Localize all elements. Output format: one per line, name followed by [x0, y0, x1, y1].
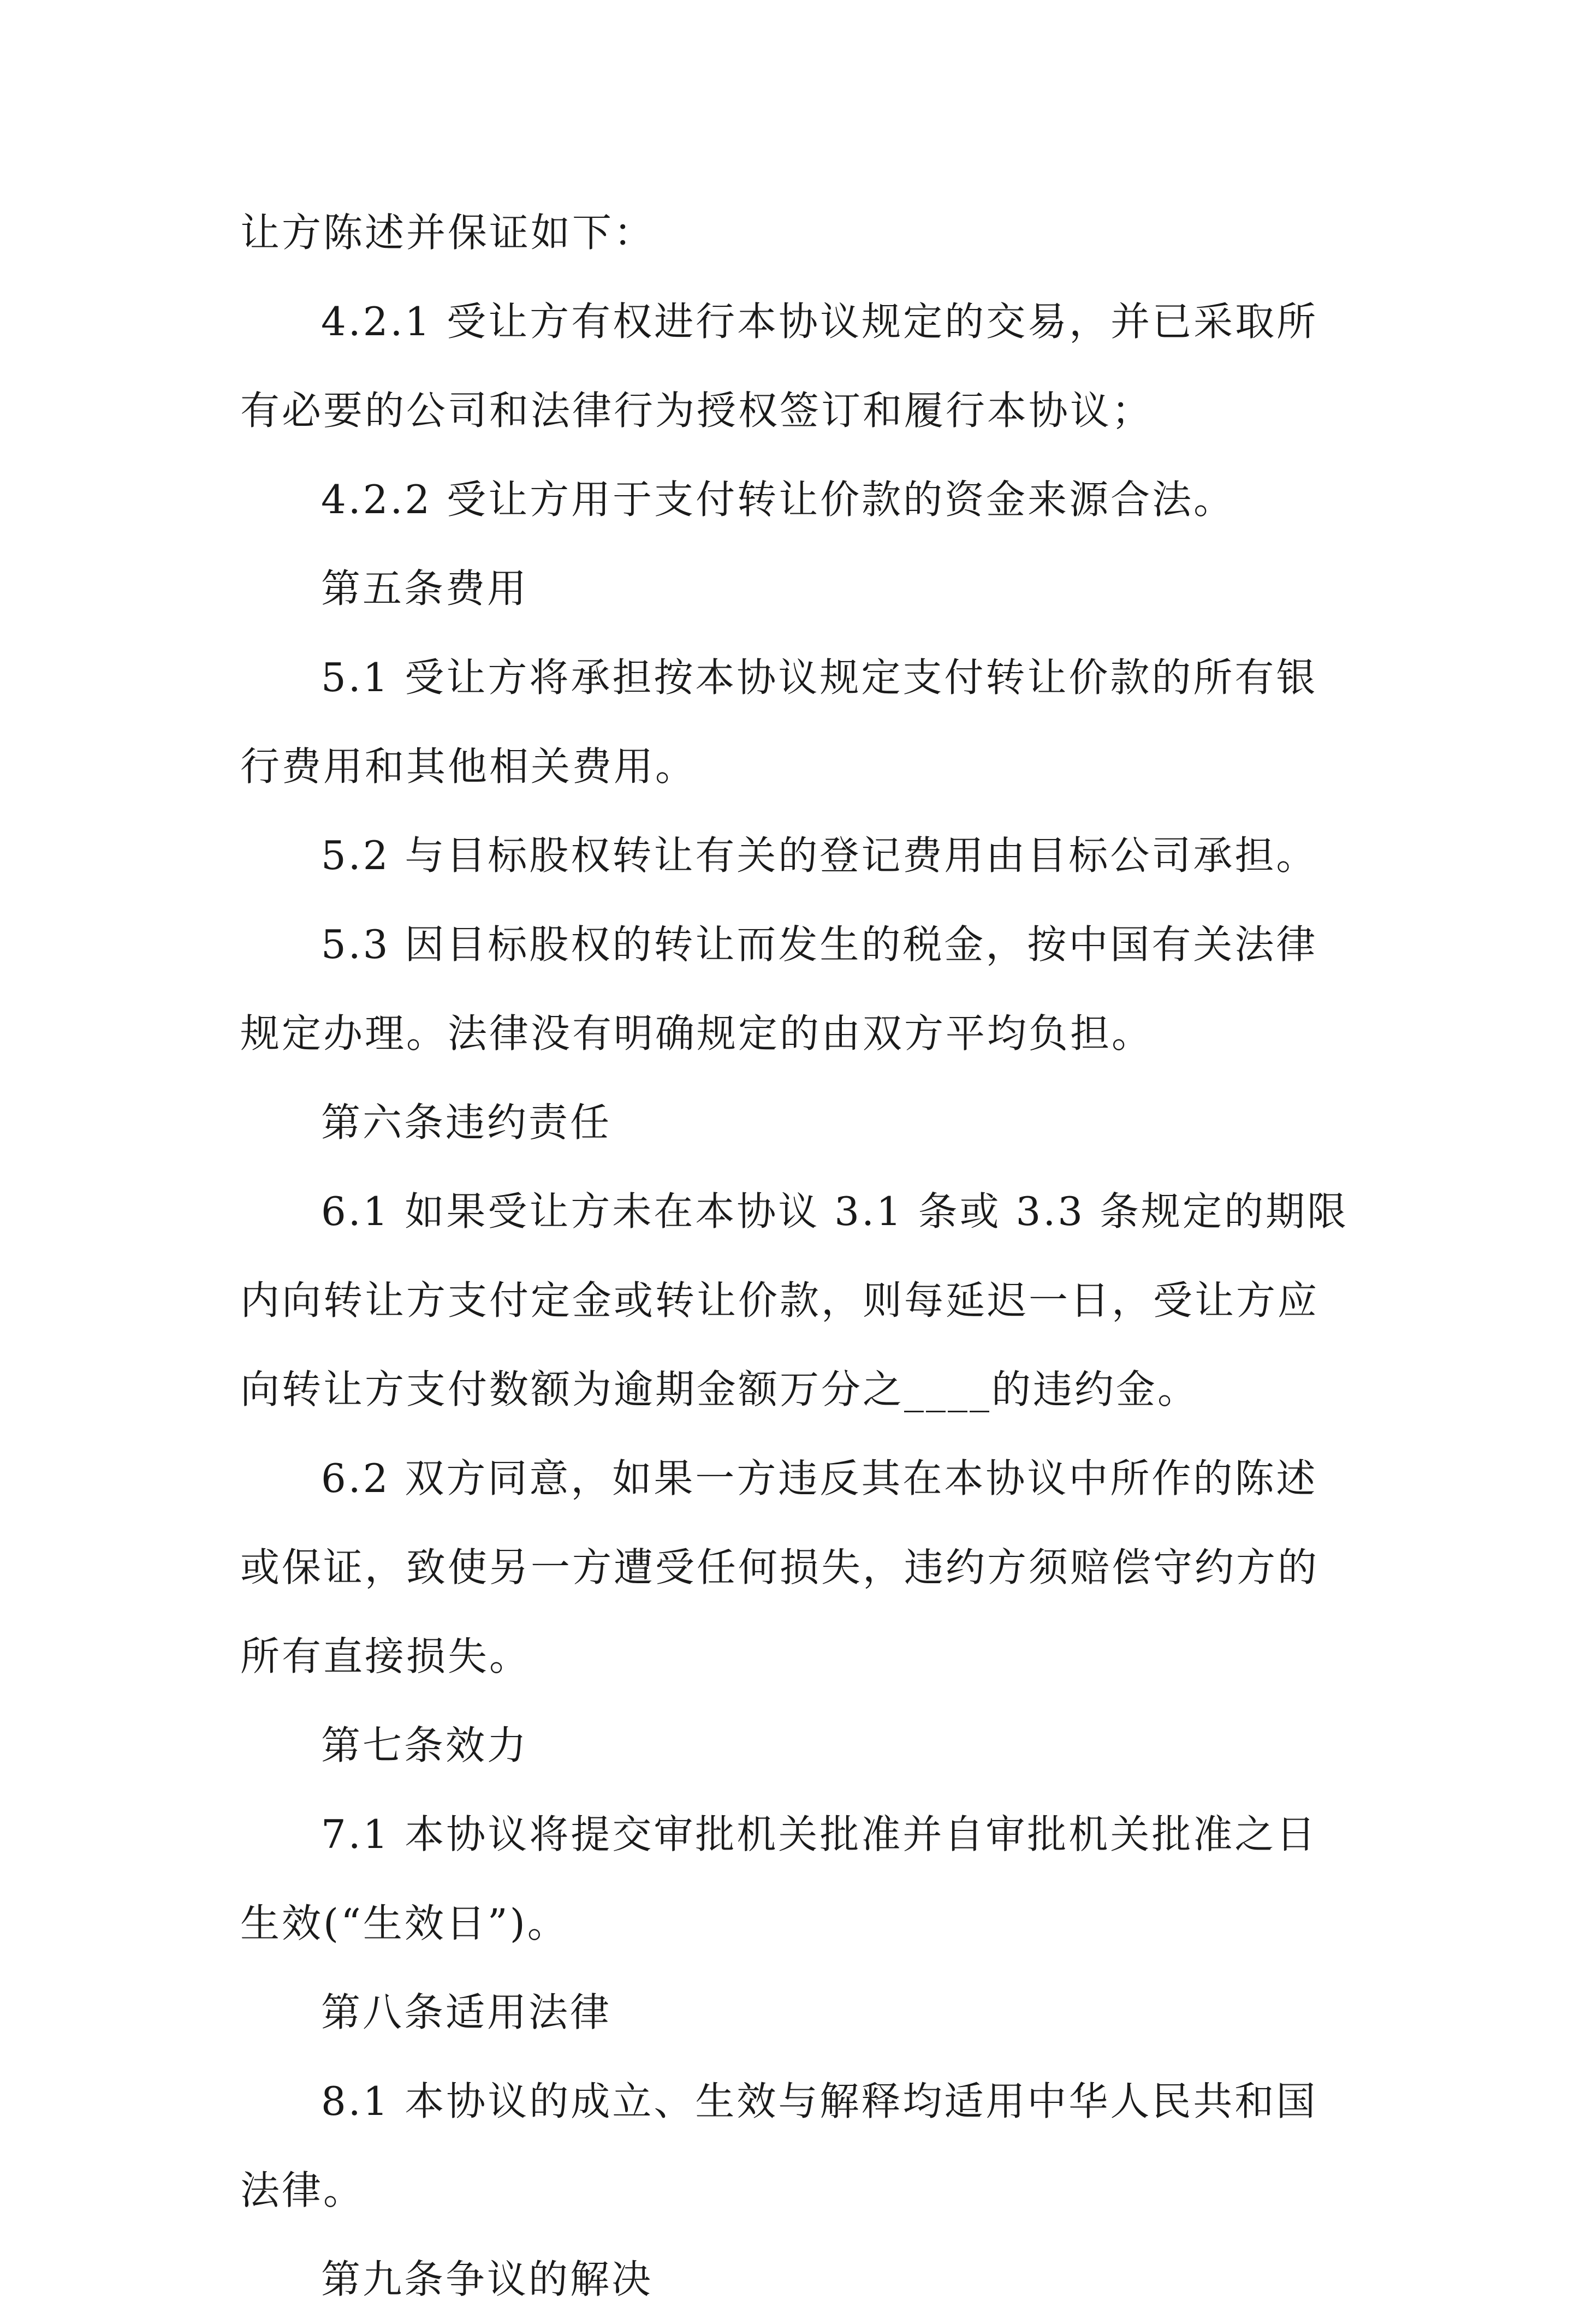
- text-line-17: 所有直接损失。: [240, 1633, 531, 1679]
- text-line-7: 行费用和其他相关费用。: [240, 744, 697, 789]
- text-line-15: 6.2 双方同意，如果一方违反其在本协议中所作的陈述: [321, 1455, 1318, 1501]
- text-line-6: 5.1 受让方将承担按本协议规定支付转让价款的所有银: [321, 655, 1318, 700]
- text-line-13: 内向转让方支付定金或转让价款，则每延迟一日，受让方应: [240, 1277, 1320, 1323]
- text-line-10: 规定办理。法律没有明确规定的由双方平均负担。: [240, 1011, 1154, 1056]
- document-body: [240, 188, 1349, 2324]
- section-heading-9: 第九条争议的解决: [321, 2256, 654, 2302]
- text-line-4: 4.2.2 受让方用于支付转让价款的资金来源合法。: [321, 477, 1236, 522]
- text-line-22: 8.1 本协议的成立、生效与解释均适用中华人民共和国: [321, 2078, 1318, 2124]
- text-line-1: 让方陈述并保证如下：: [240, 210, 656, 255]
- text-line-3: 有必要的公司和法律行为授权签订和履行本协议；: [240, 388, 1154, 433]
- section-heading-7: 第七条效力: [321, 1722, 529, 1768]
- text-line-9: 5.3 因目标股权的转让而发生的税金，按中国有关法律: [321, 922, 1318, 967]
- text-line-2: 4.2.1 受让方有权进行本协议规定的交易，并已采取所: [321, 299, 1318, 344]
- text-line-20: 生效(“生效日”)。: [240, 1900, 569, 1946]
- text-line-16: 或保证，致使另一方遭受任何损失，违约方须赔偿守约方的: [240, 1544, 1320, 1590]
- text-line-19: 7.1 本协议将提交审批机关批准并自审批机关批准之日: [321, 1811, 1318, 1857]
- section-heading-6: 第六条违约责任: [321, 1099, 612, 1145]
- text-line-23: 法律。: [240, 2167, 365, 2213]
- text-line-14: 向转让方支付数额为逾期金额万分之____的违约金。: [240, 1366, 1199, 1412]
- text-line-12: 6.1 如果受让方未在本协议 3.1 条或 3.3 条规定的期限: [321, 1188, 1349, 1234]
- text-line-8: 5.2 与目标股权转让有关的登记费用由目标公司承担。: [321, 833, 1318, 878]
- section-heading-8: 第八条适用法律: [321, 1989, 612, 2035]
- section-heading-5: 第五条费用: [321, 566, 529, 611]
